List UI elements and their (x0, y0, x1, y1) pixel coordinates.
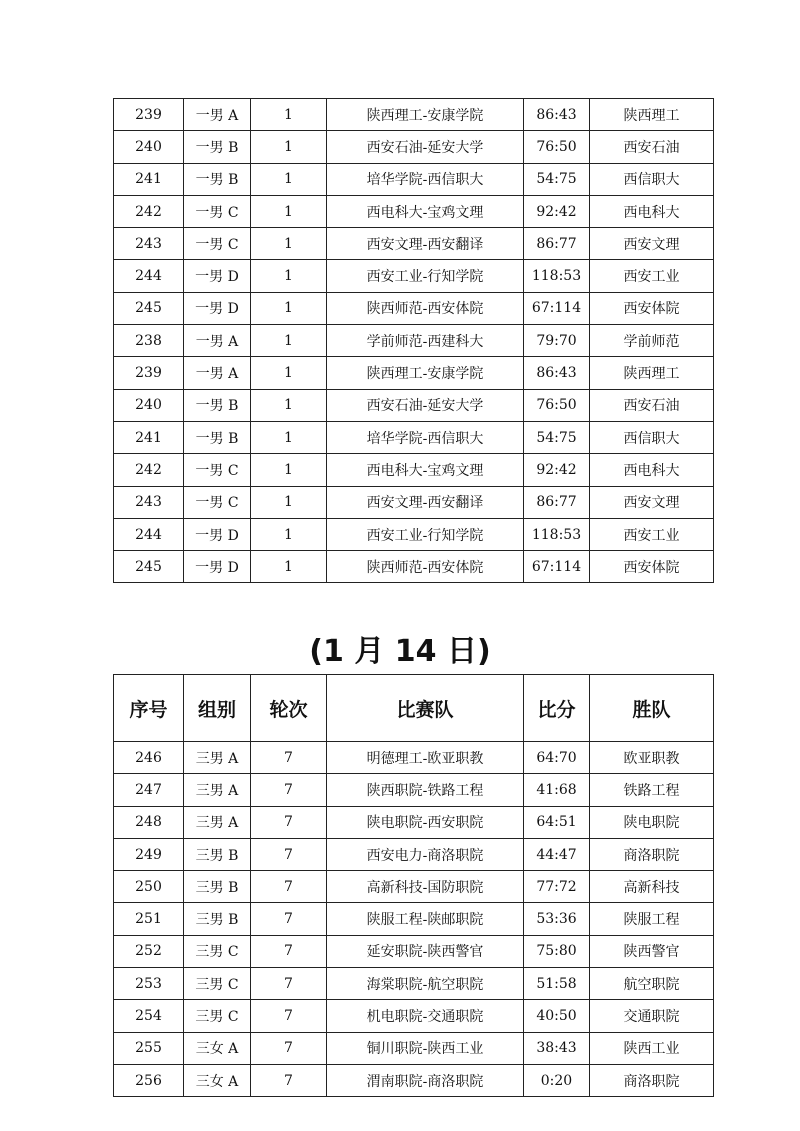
round-cell: 1 (251, 260, 327, 292)
teams-cell: 西安工业-行知学院 (327, 260, 524, 292)
results-table-jan14-body (114, 742, 714, 1097)
group-cell: 一男 C (184, 195, 251, 227)
serial-cell: 240 (114, 131, 184, 163)
table-row (114, 454, 714, 486)
serial-cell: 243 (114, 486, 184, 518)
score-cell: 77:72 (524, 871, 590, 903)
table-row (114, 99, 714, 131)
serial-cell: 238 (114, 325, 184, 357)
serial-cell: 251 (114, 903, 184, 935)
teams-cell: 西电科大-宝鸡文理 (327, 454, 524, 486)
teams-cell: 西安文理-西安翻译 (327, 486, 524, 518)
group-cell: 一男 C (184, 486, 251, 518)
round-cell: 1 (251, 292, 327, 324)
score-cell: 54:75 (524, 421, 590, 453)
winner-cell: 西安工业 (590, 518, 714, 550)
round-cell: 7 (251, 838, 327, 870)
winner-cell: 陕西工业 (590, 1032, 714, 1064)
serial-cell: 250 (114, 871, 184, 903)
round-cell: 1 (251, 325, 327, 357)
winner-cell: 西安石油 (590, 131, 714, 163)
table-row (114, 389, 714, 421)
score-cell: 51:58 (524, 968, 590, 1000)
round-cell: 7 (251, 968, 327, 1000)
teams-cell: 陕西师范-西安体院 (327, 292, 524, 324)
score-cell: 53:36 (524, 903, 590, 935)
serial-cell: 249 (114, 838, 184, 870)
table-row (114, 903, 714, 935)
winner-cell: 高新科技 (590, 871, 714, 903)
winner-cell: 航空职院 (590, 968, 714, 1000)
results-table-jan14 (113, 674, 714, 1097)
group-cell: 三男 B (184, 871, 251, 903)
serial-cell: 248 (114, 806, 184, 838)
table-row (114, 1064, 714, 1096)
score-cell: 38:43 (524, 1032, 590, 1064)
score-cell: 54:75 (524, 163, 590, 195)
table-row (114, 357, 714, 389)
group-cell: 一男 A (184, 325, 251, 357)
round-cell: 1 (251, 195, 327, 227)
score-cell: 86:43 (524, 357, 590, 389)
teams-cell: 培华学院-西信职大 (327, 421, 524, 453)
group-cell: 一男 B (184, 389, 251, 421)
round-cell: 1 (251, 228, 327, 260)
group-cell: 三女 A (184, 1064, 251, 1096)
teams-cell: 西安工业-行知学院 (327, 518, 524, 550)
winner-cell: 西安文理 (590, 228, 714, 260)
round-cell: 7 (251, 742, 327, 774)
round-cell: 7 (251, 935, 327, 967)
table-row (114, 1032, 714, 1064)
table-header-row (114, 675, 714, 742)
group-cell: 一男 B (184, 421, 251, 453)
group-cell: 一男 D (184, 551, 251, 583)
score-cell: 92:42 (524, 195, 590, 227)
teams-cell: 铜川职院-陕西工业 (327, 1032, 524, 1064)
serial-cell: 244 (114, 518, 184, 550)
winner-cell: 西信职大 (590, 421, 714, 453)
table-row (114, 742, 714, 774)
teams-cell: 渭南职院-商洛职院 (327, 1064, 524, 1096)
serial-cell: 242 (114, 195, 184, 227)
header-round: 轮次 (251, 675, 327, 742)
teams-cell: 西安石油-延安大学 (327, 131, 524, 163)
teams-cell: 延安职院-陕西警官 (327, 935, 524, 967)
round-cell: 1 (251, 99, 327, 131)
winner-cell: 商洛职院 (590, 1064, 714, 1096)
round-cell: 7 (251, 871, 327, 903)
serial-cell: 241 (114, 421, 184, 453)
table-row (114, 163, 714, 195)
score-cell: 118:53 (524, 518, 590, 550)
table-row (114, 260, 714, 292)
group-cell: 三男 C (184, 1000, 251, 1032)
teams-cell: 陕西师范-西安体院 (327, 551, 524, 583)
group-cell: 一男 C (184, 228, 251, 260)
teams-cell: 陕电职院-西安职院 (327, 806, 524, 838)
group-cell: 三男 A (184, 774, 251, 806)
table-row (114, 228, 714, 260)
table-row (114, 774, 714, 806)
round-cell: 1 (251, 163, 327, 195)
score-cell: 41:68 (524, 774, 590, 806)
score-cell: 92:42 (524, 454, 590, 486)
score-cell: 86:77 (524, 228, 590, 260)
serial-cell: 244 (114, 260, 184, 292)
serial-cell: 242 (114, 454, 184, 486)
score-cell: 76:50 (524, 131, 590, 163)
round-cell: 7 (251, 806, 327, 838)
winner-cell: 陕西理工 (590, 99, 714, 131)
table-row (114, 518, 714, 550)
serial-cell: 255 (114, 1032, 184, 1064)
score-cell: 67:114 (524, 292, 590, 324)
table-row (114, 838, 714, 870)
score-cell: 64:51 (524, 806, 590, 838)
serial-cell: 252 (114, 935, 184, 967)
serial-cell: 253 (114, 968, 184, 1000)
teams-cell: 明德理工-欧亚职教 (327, 742, 524, 774)
table-row (114, 421, 714, 453)
round-cell: 1 (251, 421, 327, 453)
round-cell: 1 (251, 357, 327, 389)
score-cell: 79:70 (524, 325, 590, 357)
table-row (114, 551, 714, 583)
round-cell: 7 (251, 774, 327, 806)
winner-cell: 欧亚职教 (590, 742, 714, 774)
group-cell: 一男 C (184, 454, 251, 486)
teams-cell: 陕服工程-陕邮职院 (327, 903, 524, 935)
teams-cell: 海棠职院-航空职院 (327, 968, 524, 1000)
group-cell: 三男 B (184, 838, 251, 870)
group-cell: 一男 D (184, 260, 251, 292)
results-table-previous (113, 98, 714, 583)
score-cell: 64:70 (524, 742, 590, 774)
group-cell: 三男 C (184, 935, 251, 967)
table-row (114, 292, 714, 324)
results-table-previous-body (114, 99, 714, 583)
teams-cell: 陕西职院-铁路工程 (327, 774, 524, 806)
teams-cell: 西安电力-商洛职院 (327, 838, 524, 870)
winner-cell: 西安石油 (590, 389, 714, 421)
header-serial-number: 序号 (114, 675, 184, 742)
table-row (114, 1000, 714, 1032)
serial-cell: 239 (114, 99, 184, 131)
score-cell: 44:47 (524, 838, 590, 870)
round-cell: 7 (251, 903, 327, 935)
teams-cell: 陕西理工-安康学院 (327, 357, 524, 389)
winner-cell: 铁路工程 (590, 774, 714, 806)
winner-cell: 西安体院 (590, 292, 714, 324)
serial-cell: 240 (114, 389, 184, 421)
table-row (114, 935, 714, 967)
teams-cell: 机电职院-交通职院 (327, 1000, 524, 1032)
winner-cell: 西信职大 (590, 163, 714, 195)
round-cell: 7 (251, 1000, 327, 1032)
group-cell: 一男 B (184, 131, 251, 163)
winner-cell: 西安体院 (590, 551, 714, 583)
winner-cell: 西安工业 (590, 260, 714, 292)
teams-cell: 西安石油-延安大学 (327, 389, 524, 421)
score-cell: 118:53 (524, 260, 590, 292)
winner-cell: 陕电职院 (590, 806, 714, 838)
serial-cell: 246 (114, 742, 184, 774)
group-cell: 三男 C (184, 968, 251, 1000)
winner-cell: 西电科大 (590, 195, 714, 227)
round-cell: 1 (251, 518, 327, 550)
table-row (114, 871, 714, 903)
table-row (114, 968, 714, 1000)
round-cell: 1 (251, 551, 327, 583)
group-cell: 三女 A (184, 1032, 251, 1064)
teams-cell: 培华学院-西信职大 (327, 163, 524, 195)
score-cell: 76:50 (524, 389, 590, 421)
serial-cell: 239 (114, 357, 184, 389)
header-score: 比分 (524, 675, 590, 742)
group-cell: 一男 A (184, 357, 251, 389)
round-cell: 1 (251, 454, 327, 486)
header-group: 组别 (184, 675, 251, 742)
score-cell: 40:50 (524, 1000, 590, 1032)
serial-cell: 247 (114, 774, 184, 806)
round-cell: 1 (251, 389, 327, 421)
score-cell: 86:43 (524, 99, 590, 131)
score-cell: 67:114 (524, 551, 590, 583)
table-row (114, 806, 714, 838)
serial-cell: 241 (114, 163, 184, 195)
group-cell: 三男 A (184, 806, 251, 838)
serial-cell: 245 (114, 551, 184, 583)
winner-cell: 陕西理工 (590, 357, 714, 389)
header-winner: 胜队 (590, 675, 714, 742)
winner-cell: 陕服工程 (590, 903, 714, 935)
winner-cell: 商洛职院 (590, 838, 714, 870)
table-row (114, 325, 714, 357)
group-cell: 一男 D (184, 292, 251, 324)
winner-cell: 学前师范 (590, 325, 714, 357)
winner-cell: 陕西警官 (590, 935, 714, 967)
serial-cell: 245 (114, 292, 184, 324)
table-row (114, 131, 714, 163)
serial-cell: 254 (114, 1000, 184, 1032)
score-cell: 75:80 (524, 935, 590, 967)
group-cell: 三男 A (184, 742, 251, 774)
score-cell: 86:77 (524, 486, 590, 518)
table-row (114, 195, 714, 227)
round-cell: 1 (251, 486, 327, 518)
date-heading: (1 月 14 日) (309, 634, 491, 669)
teams-cell: 西电科大-宝鸡文理 (327, 195, 524, 227)
round-cell: 1 (251, 131, 327, 163)
group-cell: 一男 D (184, 518, 251, 550)
group-cell: 一男 A (184, 99, 251, 131)
serial-cell: 243 (114, 228, 184, 260)
teams-cell: 学前师范-西建科大 (327, 325, 524, 357)
teams-cell: 西安文理-西安翻译 (327, 228, 524, 260)
teams-cell: 陕西理工-安康学院 (327, 99, 524, 131)
winner-cell: 交通职院 (590, 1000, 714, 1032)
header-teams: 比赛队 (327, 675, 524, 742)
winner-cell: 西安文理 (590, 486, 714, 518)
table-row (114, 486, 714, 518)
teams-cell: 高新科技-国防职院 (327, 871, 524, 903)
serial-cell: 256 (114, 1064, 184, 1096)
round-cell: 7 (251, 1032, 327, 1064)
group-cell: 一男 B (184, 163, 251, 195)
score-cell: 0:20 (524, 1064, 590, 1096)
winner-cell: 西电科大 (590, 454, 714, 486)
group-cell: 三男 B (184, 903, 251, 935)
round-cell: 7 (251, 1064, 327, 1096)
